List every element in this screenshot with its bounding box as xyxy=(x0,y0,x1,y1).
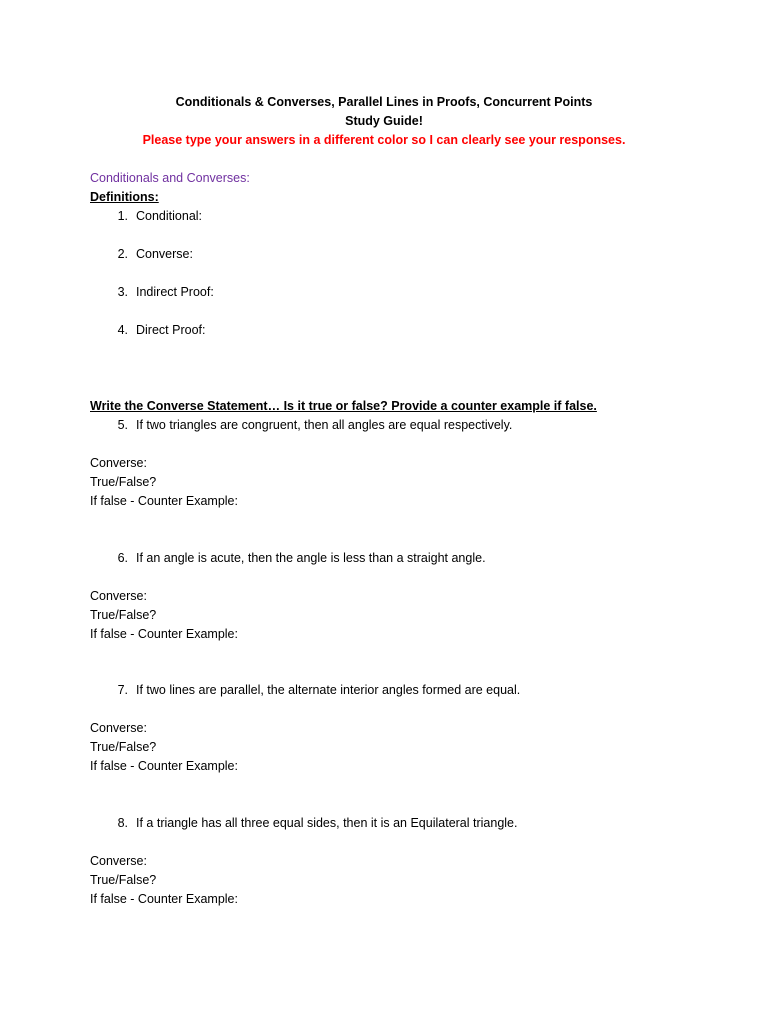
item-text: If two triangles are congruent, then all angles are equal respectively. xyxy=(136,418,513,432)
true-false-label: True/False? xyxy=(90,873,157,887)
question-item xyxy=(106,551,486,565)
item-text: Direct Proof: xyxy=(136,323,206,337)
true-false-label: True/False? xyxy=(90,475,157,489)
converse-label: Converse: xyxy=(90,589,147,603)
item-number: 5. xyxy=(117,418,128,432)
definitions-label: Definitions: xyxy=(90,190,159,204)
question-item xyxy=(106,816,517,830)
converse-label: Converse: xyxy=(90,721,147,735)
item-number: 4. xyxy=(117,323,128,337)
definition-item xyxy=(106,209,202,223)
converse-label: Converse: xyxy=(90,456,147,470)
true-false-label: True/False? xyxy=(90,608,157,622)
item-text: Indirect Proof: xyxy=(136,285,214,299)
item-text: If two lines are parallel, the alternate interior angles formed are equal. xyxy=(136,683,521,697)
item-text: If an angle is acute, then the angle is less than a straight angle. xyxy=(136,551,486,565)
item-number: 3. xyxy=(117,285,128,299)
item-number: 7. xyxy=(117,683,128,697)
item-text: Converse: xyxy=(136,247,193,261)
question-item xyxy=(106,418,512,432)
question-item xyxy=(106,683,520,697)
counter-example-label: If false - Counter Example: xyxy=(90,494,238,508)
counter-example-label: If false - Counter Example: xyxy=(90,892,238,906)
item-number: 6. xyxy=(117,551,128,565)
item-number: 1. xyxy=(117,209,128,223)
definition-item xyxy=(106,285,214,299)
true-false-label: True/False? xyxy=(90,740,157,754)
item-number: 2. xyxy=(117,247,128,261)
instruction-text: Please type your answers in a different color so I can clearly see your responses. xyxy=(142,133,626,147)
item-text: Conditional: xyxy=(136,209,203,223)
document-subtitle: Study Guide! xyxy=(345,114,423,128)
document-title: Conditionals & Converses, Parallel Lines in Proofs, Concurrent Points xyxy=(175,95,593,109)
section-heading: Conditionals and Converses: xyxy=(90,171,250,185)
counter-example-label: If false - Counter Example: xyxy=(90,759,238,773)
item-text: If a triangle has all three equal sides, then it is an Equilateral triangle. xyxy=(136,816,518,830)
converse-prompt: Write the Converse Statement… Is it true or false? Provide a counter example if false. xyxy=(90,399,597,413)
definition-item xyxy=(106,323,205,337)
counter-example-label: If false - Counter Example: xyxy=(90,627,238,641)
definition-item xyxy=(106,247,193,261)
converse-label: Converse: xyxy=(90,854,147,868)
item-number: 8. xyxy=(117,816,128,830)
